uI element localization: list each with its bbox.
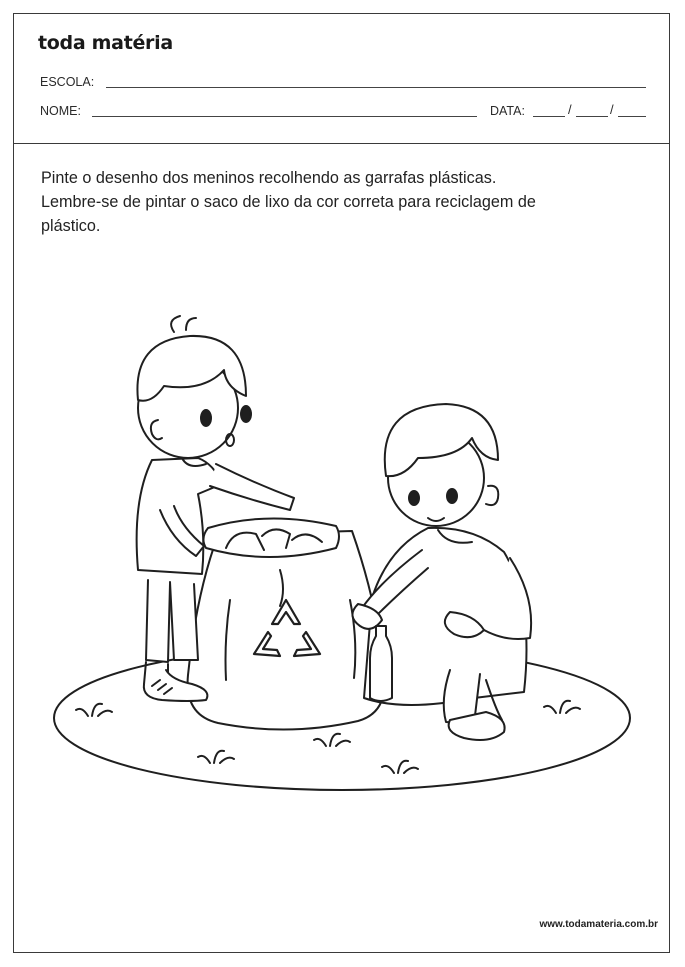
footer-url: www.todamateria.com.br [539, 919, 658, 930]
school-label: ESCOLA: [40, 75, 95, 89]
date-day-line[interactable] [533, 116, 565, 117]
name-label: NOME: [40, 104, 81, 118]
instructions-text [41, 166, 631, 238]
school-line[interactable] [106, 87, 646, 88]
instruction-line-1: Pinte o desenho dos meninos recolhendo as garrafas plásticas. [41, 169, 497, 187]
date-separator-2: / [610, 102, 614, 117]
boy-right [352, 404, 531, 740]
instruction-line-2: Lembre-se de pintar o saco de lixo da cor correta para reciclagem de [41, 193, 536, 211]
worksheet-header [14, 14, 669, 144]
name-line[interactable] [92, 116, 477, 117]
recycling-bag [188, 518, 385, 729]
date-label: DATA: [490, 104, 525, 118]
instruction-line-3: plástico. [41, 217, 101, 235]
coloring-illustration [40, 300, 640, 800]
date-year-line[interactable] [618, 116, 646, 117]
date-month-line[interactable] [576, 116, 608, 117]
brand-logo: toda matéria [38, 32, 173, 54]
date-separator-1: / [568, 102, 572, 117]
